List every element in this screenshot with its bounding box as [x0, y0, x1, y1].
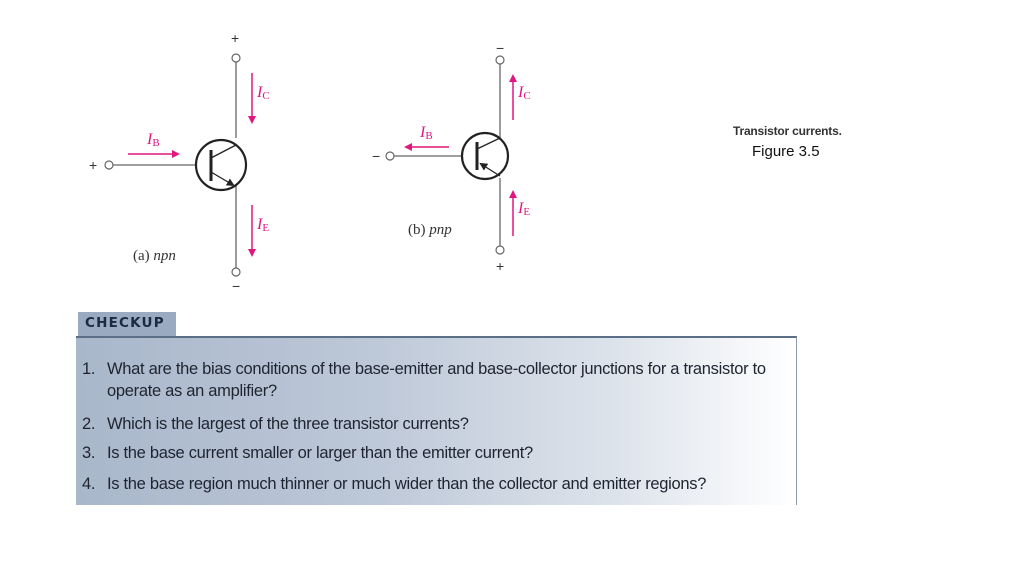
checkup-questions-box: [76, 336, 797, 505]
pnp-collector-polarity: −: [496, 40, 505, 56]
npn-ic-label: $I_C$: [257, 84, 270, 102]
pnp-ic-label: $I_C$: [518, 84, 531, 102]
question-3: [82, 442, 787, 464]
npn-ie-label: $I_E$: [257, 216, 270, 234]
question-number: 4.: [82, 475, 96, 493]
checkup-tab: [78, 312, 176, 336]
question-number: 3.: [82, 444, 96, 462]
question-2: [82, 413, 787, 435]
npn-ib-label: $I_B$: [147, 131, 160, 149]
question-text: Which is the largest of the three transistor currents?: [107, 415, 469, 433]
question-number: 2.: [82, 415, 96, 433]
npn-base-polarity: +: [89, 157, 98, 173]
npn-collector-polarity: +: [231, 30, 240, 46]
question-4: [82, 473, 787, 495]
figure-number: Figure 3.5: [752, 143, 820, 160]
npn-emitter-polarity: −: [232, 278, 241, 294]
pnp-caption: (b) pnp: [408, 222, 452, 238]
question-1: [82, 358, 787, 402]
question-text: Is the base region much thinner or much wider than the collector and emitter regions?: [107, 475, 707, 493]
checkup-title: CHECKUP: [85, 315, 165, 331]
question-text: What are the bias conditions of the base-emitter and base-collector junctions for a transistor to operate as an amplifier?: [107, 360, 766, 400]
npn-caption: (a) npn: [133, 248, 176, 264]
pnp-emitter-polarity: +: [496, 258, 505, 274]
pnp-base-polarity: −: [372, 148, 381, 164]
figure-caption-title: Transistor currents.: [733, 124, 842, 138]
pnp-ib-label: $I_B$: [420, 124, 433, 142]
npn-transistor-diagram: [105, 54, 252, 276]
pnp-ie-label: $I_E$: [518, 200, 531, 218]
question-text: Is the base current smaller or larger than the emitter current?: [107, 444, 533, 462]
question-number: 1.: [82, 360, 96, 378]
